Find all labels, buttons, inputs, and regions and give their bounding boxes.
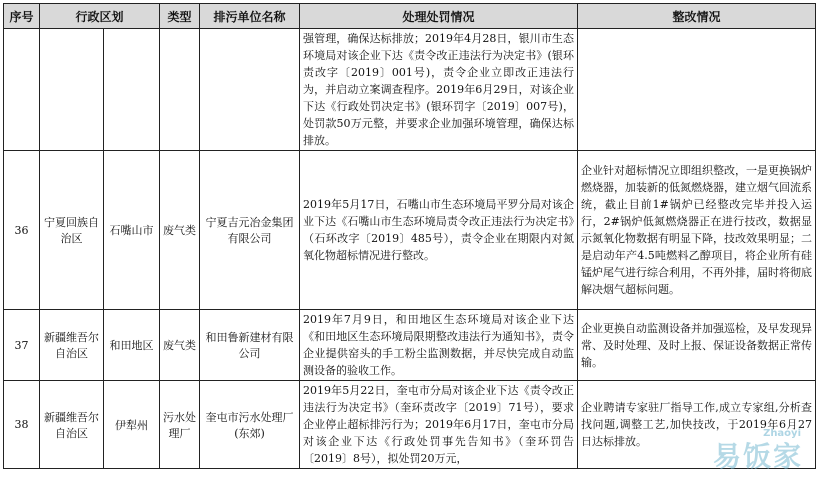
header-penalty: 处理处罚情况: [300, 4, 578, 29]
cell-company: [200, 29, 300, 151]
cell-company: 奎屯市污水处理厂(东郊): [200, 381, 300, 469]
table-row: [4, 29, 816, 151]
cell-city: 石嘴山市: [104, 151, 160, 310]
cell-city: 伊犁州: [104, 381, 160, 469]
cell-penalty: 2019年7月9日，和田地区生态环境局对该企业下达《和田地区生态环境局限期整改违法行为通知书》，责令企业提供窑头的手工粉尘监测数据，并尽快完成自动监测设备的验收工作。: [300, 310, 578, 381]
cell-no: [4, 29, 40, 151]
cell-province: [40, 29, 104, 151]
cell-province: 宁夏回族自治区: [40, 151, 104, 310]
cell-city: 和田地区: [104, 310, 160, 381]
header-rectify: 整改情况: [578, 4, 816, 29]
cell-type: 废气类: [160, 151, 200, 310]
cell-no: 37: [4, 310, 40, 381]
table-row: [4, 151, 816, 310]
header-no: 序号: [4, 4, 40, 29]
cell-penalty: 2019年5月17日，石嘴山市生态环境局平罗分局对该企业下达《石嘴山市生态环境局责令改正违法行为决定书》（石环改字〔2019〕485号），责令企业在期限内对氮氧化物超标情况进行整改。: [300, 151, 578, 310]
watermark-logo: 易饭家: [712, 440, 803, 473]
pollution-penalty-table: [3, 3, 816, 469]
header-row: [4, 4, 816, 29]
header-company: 排污单位名称: [200, 4, 300, 29]
header-type: 类型: [160, 4, 200, 29]
table-row: [4, 381, 816, 469]
cell-city: [104, 29, 160, 151]
cell-company: 宁夏吉元冶金集团有限公司: [200, 151, 300, 310]
cell-type: [160, 29, 200, 151]
watermark-site: Zhaoyi: [763, 428, 801, 439]
cell-company: 和田鲁新建材有限公司: [200, 310, 300, 381]
cell-penalty: 强管理，确保达标排放；2019年4月28日，银川市生态环境局对该企业下达《责令改正违法行为决定书》(银环责改字〔2019〕001号)，责令企业立即改正违法行为，并启动立案调查程序。2019年6月29日，对该企业下达《行政处罚决定书》(银环罚字〔2019〕007号)，处罚款50万元整，并要求企业加强环境管理，确保达标排放。: [300, 29, 578, 151]
cell-rectify: 企业聘请专家驻厂指导工作,成立专家组,分析查找问题,调整工艺,加快技改，于2019年6月27日达标排放。: [578, 381, 816, 469]
cell-type: 废气类: [160, 310, 200, 381]
cell-penalty: 2019年5月22日，奎屯市分局对该企业下达《责令改正违法行为决定书》（奎环责改字〔2019〕71号），要求企业停止超标排污行为；2019年6月17日，奎屯市分局对该企业下达《行政处罚事先告知书》（奎环罚告〔2019〕8号），拟处罚20万元，: [300, 381, 578, 469]
cell-no: 36: [4, 151, 40, 310]
cell-rectify: 企业针对超标情况立即组织整改，一是更换锅炉燃烧器，加装新的低氮燃烧器，建立烟气回流系统，截止目前1#锅炉已经整改完毕并投入运行，2#锅炉低氮燃烧器正在进行技改，数据显示氮氧化物数据有明显下降，技改效果明显；二是启动年产4.5吨燃料乙醇项目，将企业所有硅锰炉尾气进行综合利用，不再外排，届时将彻底解决烟气超标问题。: [578, 151, 816, 310]
cell-province: 新疆维吾尔自治区: [40, 381, 104, 469]
cell-no: 38: [4, 381, 40, 469]
header-region: 行政区划: [40, 4, 160, 29]
cell-province: 新疆维吾尔自治区: [40, 310, 104, 381]
cell-type: 污水处理厂: [160, 381, 200, 469]
cell-rectify: [578, 29, 816, 151]
cell-rectify: 企业更换自动监测设备并加强巡检，及早发现异常、及时处理、及时上报、保证设备数据正常传输。: [578, 310, 816, 381]
table-row: [4, 310, 816, 381]
